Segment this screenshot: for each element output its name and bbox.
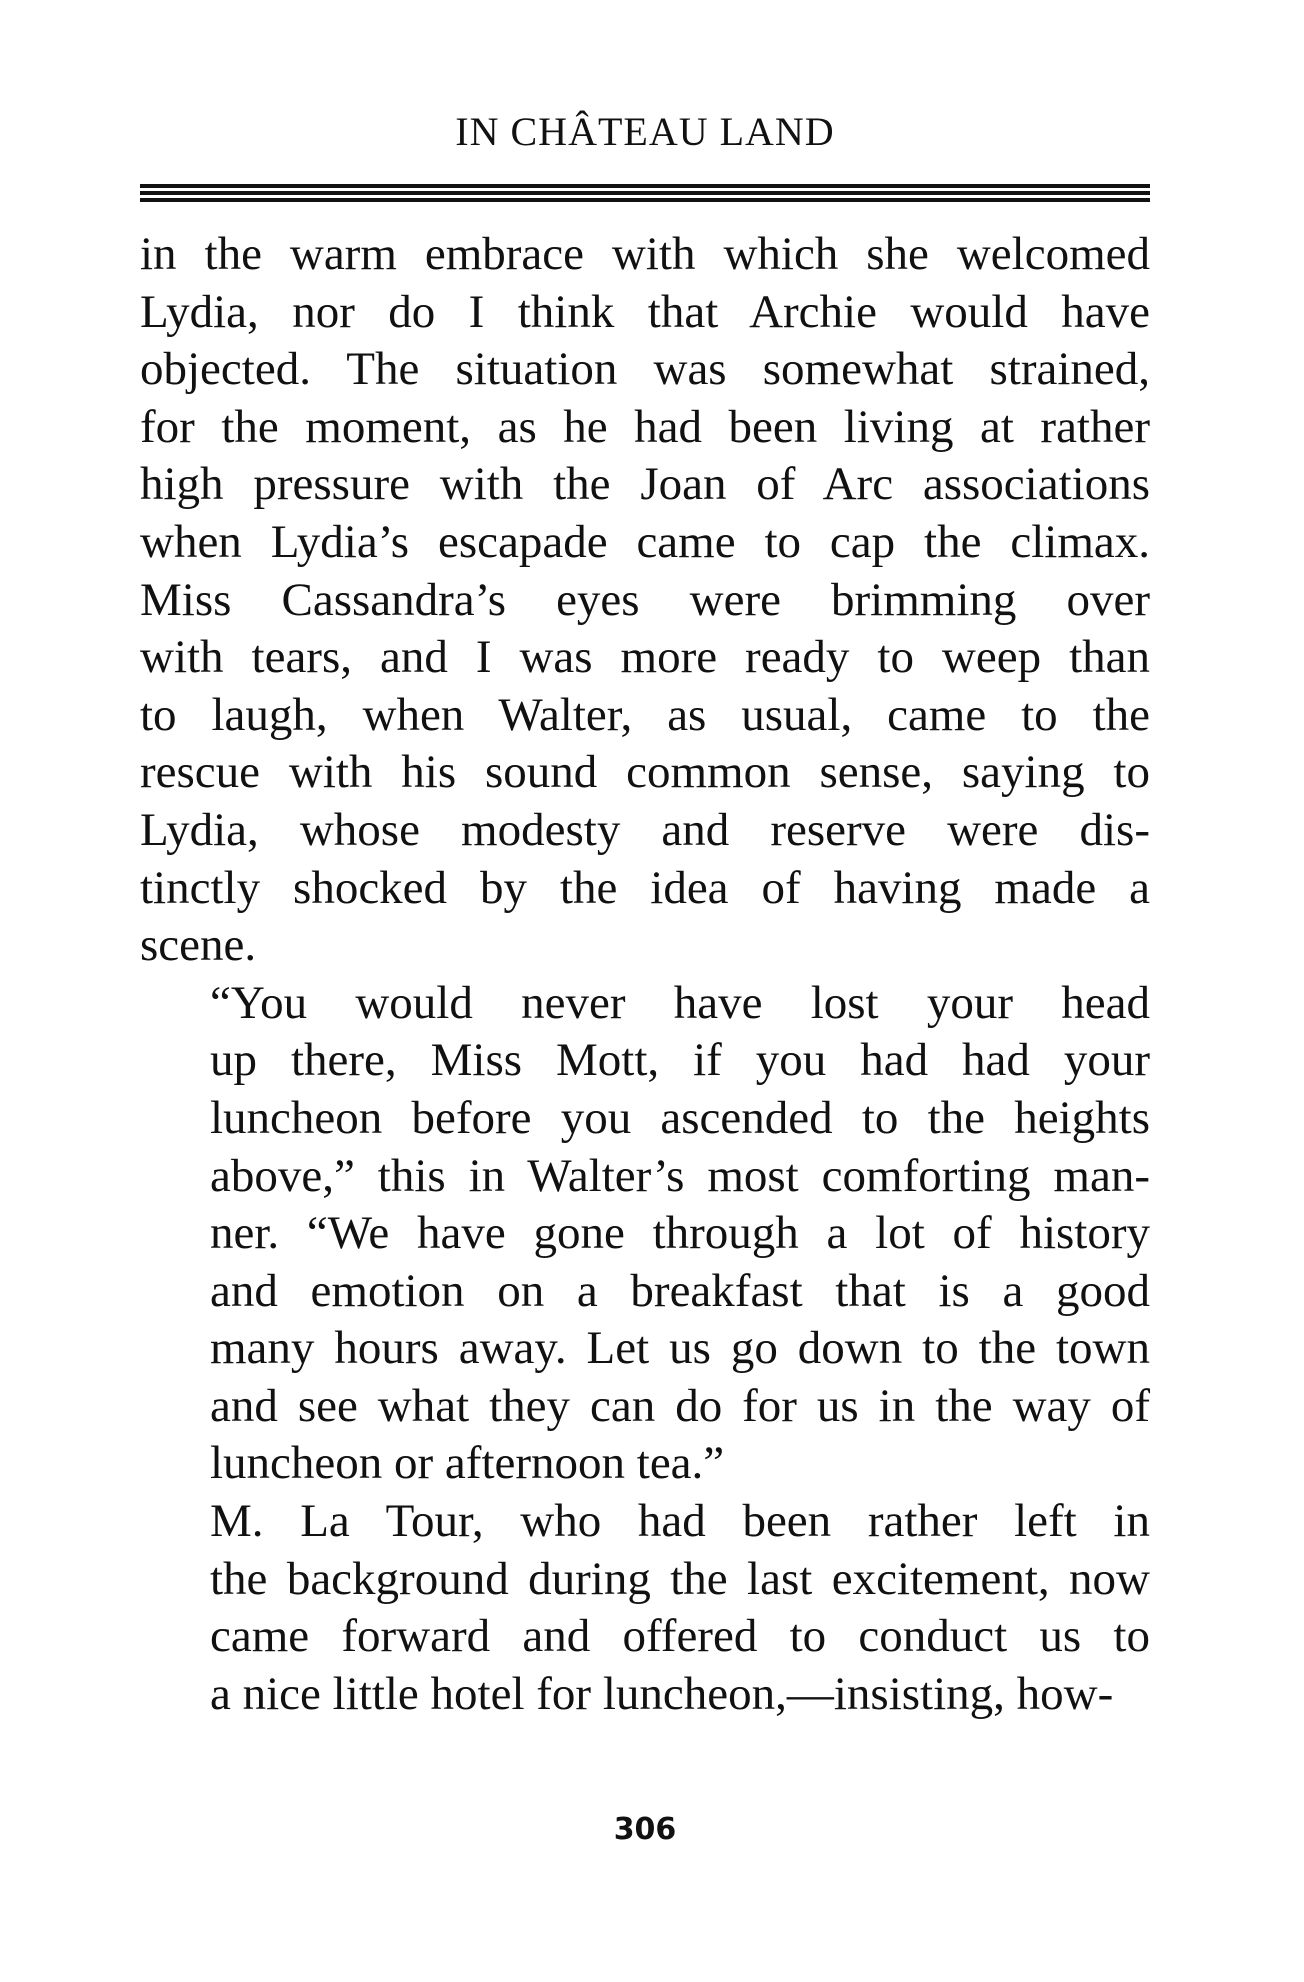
text-line: came forward and offered to conduct us to: [210, 1610, 1150, 1663]
body-text: [140, 226, 1150, 1723]
text-line: and emotion on a breakfast that is a good: [210, 1264, 1150, 1317]
text-line: the background during the last excitement, now: [210, 1552, 1150, 1605]
text-line: up there, Miss Mott, if you had had your: [210, 1034, 1150, 1087]
text-line: and see what they can do for us in the way of: [210, 1379, 1150, 1432]
text-line: scene.: [140, 919, 257, 972]
paragraph: [140, 226, 1150, 975]
text-line: to laugh, when Walter, as usual, came to the: [140, 688, 1150, 741]
text-line: “You would never have lost your head: [210, 976, 1150, 1029]
paragraph: [140, 1493, 1150, 1723]
header-rule-middle: [140, 191, 1150, 195]
text-line: objected. The situation was somewhat strained,: [140, 343, 1150, 396]
text-line: in the warm embrace with which she welcomed: [140, 228, 1150, 280]
page-number: 306: [613, 1812, 677, 1847]
text-line: tinctly shocked by the idea of having made a: [140, 861, 1150, 914]
header-rule-top: [140, 184, 1150, 188]
text-line: M. La Tour, who had been rather left in: [210, 1495, 1150, 1548]
paragraph: [140, 975, 1150, 1493]
text-line: Lydia, whose modesty and reserve were dis-: [140, 803, 1150, 856]
text-line: for the moment, as he had been living at rather: [140, 400, 1150, 453]
text-line: Lydia, nor do I think that Archie would have: [140, 285, 1150, 338]
text-line: luncheon before you ascended to the heights: [210, 1091, 1150, 1144]
text-line: when Lydia’s escapade came to cap the climax.: [140, 515, 1150, 568]
text-line: above,” this in Walter’s most comforting man-: [210, 1149, 1150, 1202]
text-line: a nice little hotel for luncheon,—insisting, how-: [210, 1667, 1114, 1720]
text-line: luncheon or afternoon tea.”: [210, 1437, 725, 1490]
text-line: Miss Cassandra’s eyes were brimming over: [140, 573, 1150, 626]
running-head: IN CHÂTEAU LAND: [455, 109, 835, 154]
header-rule-bottom: [140, 198, 1150, 202]
text-line: with tears, and I was more ready to weep than: [140, 631, 1150, 684]
text-line: high pressure with the Joan of Arc associations: [140, 458, 1150, 511]
text-line: ner. “We have gone through a lot of history: [210, 1207, 1150, 1260]
text-line: many hours away. Let us go down to the town: [210, 1322, 1150, 1375]
text-line: rescue with his sound common sense, saying to: [140, 746, 1150, 799]
